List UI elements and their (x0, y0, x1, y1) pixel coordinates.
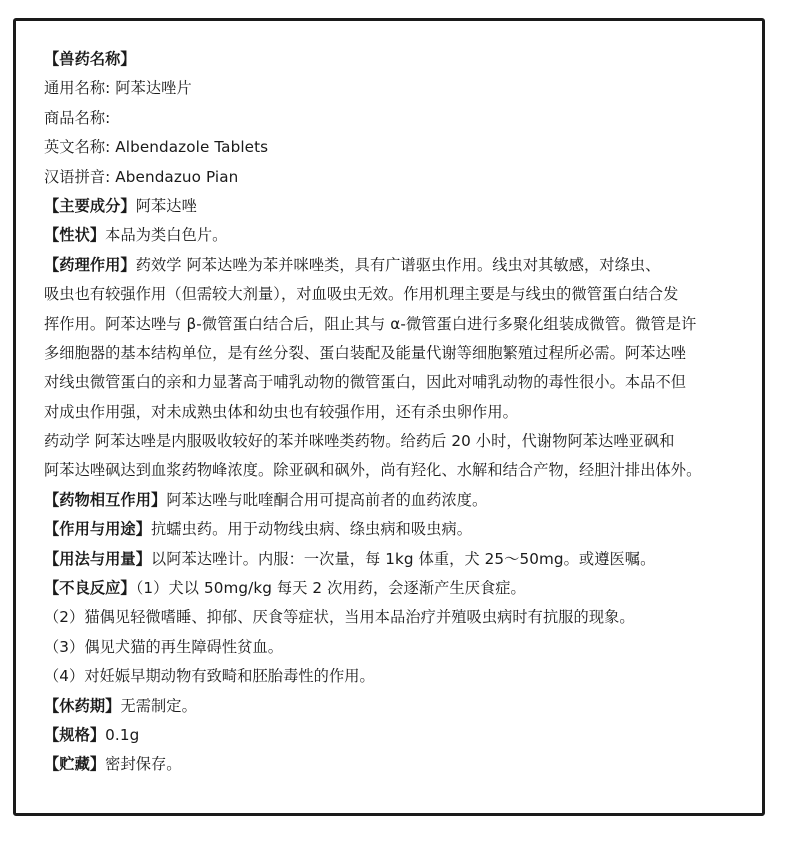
line-text: （1）犬以 50mg/kg 每天 2 次用药，会逐渐产生厌食症。 (135, 579, 526, 598)
line-adverse-4 (44, 662, 756, 691)
line-text: 英文名称: Albendazole Tablets (44, 138, 269, 157)
section-label: 【规格】 (44, 725, 106, 744)
line-english-name (44, 133, 756, 162)
section-label: 【药理作用】 (44, 255, 136, 274)
line-adverse-3 (44, 633, 756, 662)
line-specification (44, 721, 756, 750)
line-text: 以阿苯达唑计。内服：一次量，每 1kg 体重，犬 25～50mg。或遵医嘱。 (151, 549, 656, 568)
line-text: 无需制定。 (120, 696, 197, 715)
line-text: 多细胞器的基本结构单位，是有丝分裂、蛋白装配及能量代谢等细胞繁殖过程所必需。阿苯达唑 (44, 343, 687, 362)
line-storage (44, 750, 756, 779)
line-pharmacokinetics-1 (44, 427, 756, 456)
line-text: 本品为类白色片。 (105, 226, 228, 245)
section-label: 【性状】 (44, 226, 106, 245)
line-heading-vet-drug-name (44, 45, 756, 74)
line-text: （3）偶见犬猫的再生障碍性贫血。 (44, 637, 284, 656)
line-text: 汉语拼音: Abendazuo Pian (44, 167, 239, 186)
line-pharmacology-4 (44, 339, 756, 368)
line-text: 挥作用。阿苯达唑与 β-微管蛋白结合后，阻止其与 α-微管蛋白进行多聚化组装成微管。微管是许 (44, 314, 697, 333)
line-adverse-2 (44, 603, 756, 632)
line-dosage (44, 545, 756, 574)
line-trade-name (44, 104, 756, 133)
line-text: 密封保存。 (105, 755, 182, 774)
line-text: 对成虫作用强，对未成熟虫体和幼虫也有较强作用，还有杀虫卵作用。 (44, 402, 518, 421)
line-indications (44, 515, 756, 544)
line-adverse-1 (44, 574, 756, 603)
line-text: 阿苯达唑砜达到血浆药物峰浓度。除亚砜和砜外，尚有羟化、水解和结合产物，经胆汁排出体外。 (44, 461, 702, 480)
line-text: 抗蠕虫药。用于动物线虫病、绦虫病和吸虫病。 (151, 520, 473, 539)
line-withdrawal (44, 692, 756, 721)
line-appearance (44, 221, 756, 250)
line-text: （2）猫偶见轻微嗜睡、抑郁、厌食等症状，当用本品治疗并殖吸虫病时有抗服的现象。 (44, 608, 635, 627)
line-pharmacology-6 (44, 398, 756, 427)
line-generic-name (44, 74, 756, 103)
line-text: 商品名称: (44, 108, 111, 127)
section-label: 【主要成分】 (44, 196, 136, 215)
document-body (44, 45, 756, 780)
line-text: 阿苯达唑与吡喹酮合用可提高前者的血药浓度。 (166, 490, 488, 509)
line-text: 0.1g (105, 725, 140, 744)
line-interactions (44, 486, 756, 515)
line-pharmacology-1 (44, 251, 756, 280)
line-text: 对线虫微管蛋白的亲和力显著高于哺乳动物的微管蛋白，因此对哺乳动物的毒性很小。本品不但 (44, 373, 687, 392)
line-pharmacokinetics-2 (44, 456, 756, 485)
line-main-ingredient (44, 192, 756, 221)
line-pinyin-name (44, 163, 756, 192)
section-label: 【作用与用途】 (44, 520, 152, 539)
line-text: 药效学 阿苯达唑为苯并咪唑类，具有广谱驱虫作用。线虫对其敏感，对绦虫、 (135, 255, 661, 274)
line-text: 药动学 阿苯达唑是内服吸收较好的苯并咪唑类药物。给药后 20 小时，代谢物阿苯达唑亚砜和 (44, 432, 675, 451)
line-text: （4）对妊娠早期动物有致畸和胚胎毒性的作用。 (44, 667, 375, 686)
section-label: 【不良反应】 (44, 579, 136, 598)
section-label: 【兽药名称】 (44, 50, 136, 68)
line-text: 吸虫也有较强作用（但需较大剂量），对血吸虫无效。作用机理主要是与线虫的微管蛋白结合发 (44, 285, 679, 304)
section-label: 【贮藏】 (44, 755, 106, 774)
line-pharmacology-2 (44, 280, 756, 309)
section-label: 【药物相互作用】 (44, 490, 167, 509)
line-pharmacology-3 (44, 310, 756, 339)
line-pharmacology-5 (44, 368, 756, 397)
line-text: 阿苯达唑 (135, 196, 197, 215)
section-label: 【休药期】 (44, 696, 121, 715)
line-text: 通用名称: 阿苯达唑片 (44, 79, 192, 98)
section-label: 【用法与用量】 (44, 549, 152, 568)
